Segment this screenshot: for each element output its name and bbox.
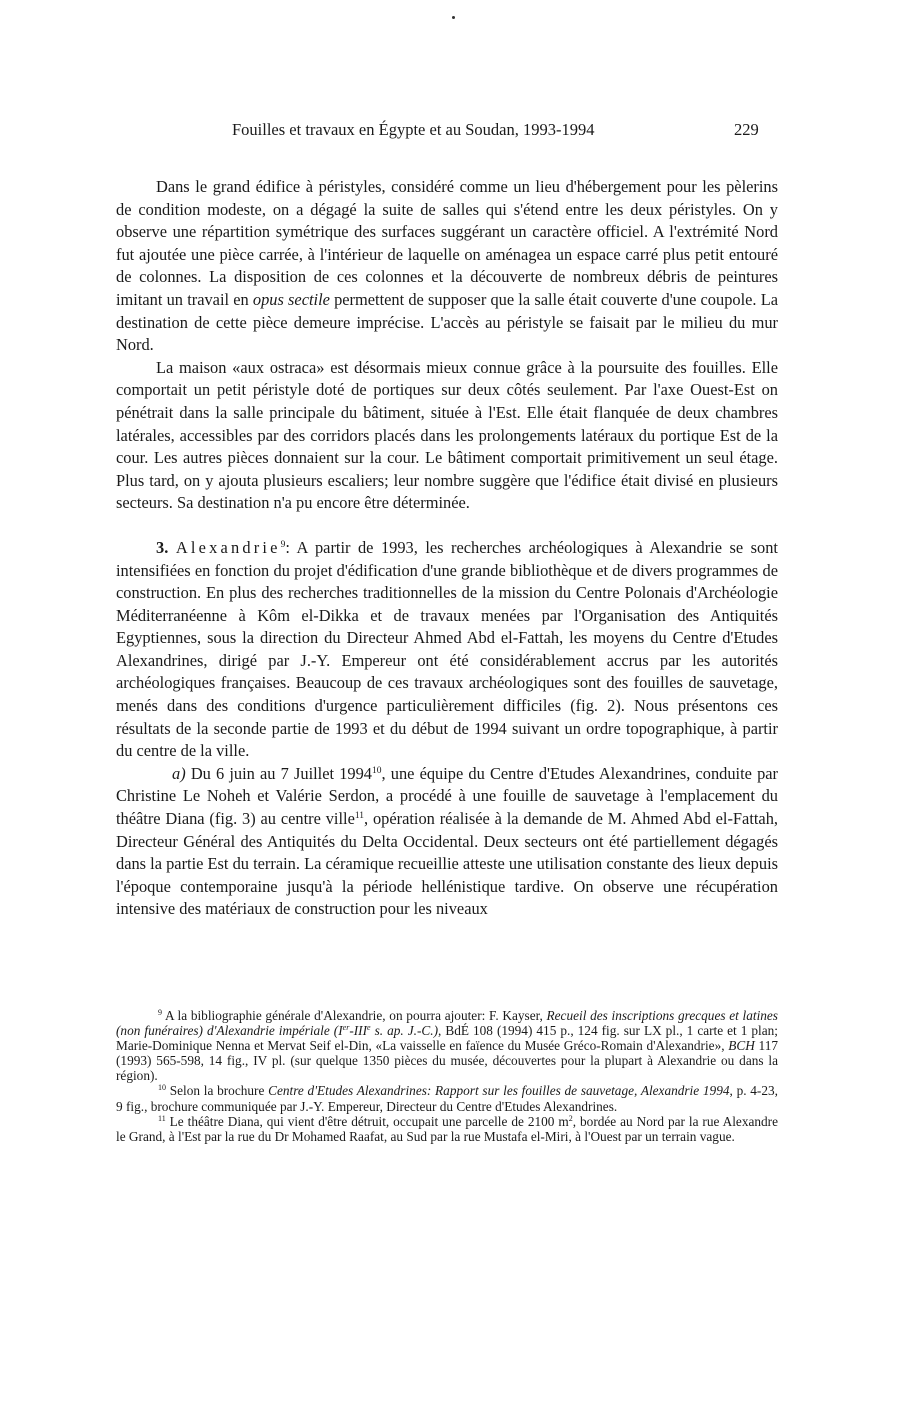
footnote-ref-9: 9 [280,539,286,550]
footnotes [116,1008,778,1144]
footnote-10: $^{10}$ Selon la brochure Centre d'Etudes Alexandrines: Rapport sur les fouilles de sauvetage, Alexandrie 1994, p. 4-23, 9 fig., brochure communiquée par J.-Y. Empereur, Directeur du Centre d'Etudes Alexandrines. [116,1083,778,1114]
footnote-11: $^{11}$ Le théâtre Diana, qui vient d'être détruit, occupait une parcelle de 2100 $m^2$, bordée au Nord par la rue Alexandre le Grand, à l'Est par la rue du Dr Mohamed Raafat, au Sud par la rue Mustafa el-Miri, à l'Ouest par un terrain vague. [116,1113,778,1144]
page-number: 229 [734,120,759,139]
footnote-9: $^9$ A la bibliographie générale d'Alexandrie, on pourra ajouter: F. Kayser, Recueil des inscriptions grecques et latines (non funéraires) d'Alexandrie impériale (Ier-IIIe s. ap. J.-C.), BdÉ 108 (1994) 415 p., 124 fig. sur LX pl., 1 carte et 1 plan; Marie-Dominique Nenna et Mervat Seif el-Din, «La vaisselle en faïence du Musée Gréco-Romain d'Alexandrie», BCH 117 (1993) 565-598, 14 fig., IV pl. (sur quelque 1350 pièces du musée, découvertes pour la plupart à Alexandrie ou dans la région). [116,1008,779,1084]
section-heading: Alexandrie [175,537,281,557]
main-text [116,176,778,921]
footnote-ref-11: 11 [354,811,365,822]
running-title: Fouilles et travaux en Égypte et au Soudan, 1993-1994 [232,120,595,139]
paragraph-ostraca-house: La maison «aux ostraca» est désormais mieux connue grâce à la poursuite des fouilles. Elle comportait un petit péristyle doté de portiques sur deux côtés seulement. Par l'axe Ouest-Est on pénétrait dans la salle principale du bâtiment, située à l'Est. Elle était flanquée de deux chambres latérales, accessibles par des corridors placés dans les prolongements latéraux du portique Est de la cour. Les autres pièces donnaient sur la cour. Le bâtiment comportait primitivement un seul étage. Plus tard, on y ajouta plusieurs escaliers; leur nombre suggère que l'édifice était divisé en plusieurs secteurs. Sa destination n'a pu encore être déterminée. [116,357,778,513]
item-label: a) [172,763,186,783]
section-number: 3. [156,537,169,557]
running-header [0,120,906,144]
print-speck [452,16,455,19]
paragraph-peristyle-building: Dans le grand édifice à péristyles, considéré comme un lieu d'hébergement pour les pèlerins de condition modeste, on a dégagé la suite de salles qui s'étend entre les deux péristyles. On y observe une répartition symétrique des surfaces suggérant un caractère officiel. A l'extrémité Nord fut ajoutée une pièce carrée, à l'intérieur de laquelle on aménagea un espace carré plus petit entouré de colonnes. La disposition de ces colonnes et la découverte de nombreux débris de peintures imitant un travail en opus sectile permettent de supposer que la salle était couverte d'une coupole. La destination de cette pièce demeure imprécise. L'accès au péristyle se faisait par le milieu du mur Nord. [116,177,778,355]
footnote-ref-10: 10 [372,765,382,776]
section-alexandrie: 3. Alexandrie$^9$: A partir de 1993, les recherches archéologiques à Alexandrie se sont intensifiées en fonction du projet d'édification d'une grande bibliothèque et de divers programmes de construction. En plus des recherches traditionnelles de la mission du Centre Polonais d'Archéologie Méditerranéenne à Kôm el-Dikka et de travaux menées par l'Organisation des Antiquités Egyptiennes, sous la direction du Directeur Ahmed Abd el-Fattah, les moyens du Centre d'Etudes Alexandrines, dirigé par J.-Y. Empereur ont été considérablement accrus par les autorités archéologiques françaises. Beaucoup de ces travaux archéologiques sont des fouilles de sauvetage, menés dans des conditions d'urgence particulièrement difficiles (fig. 2). Nous présentons ces résultats de la seconde partie de 1993 et du début de 1994 suivant un ordre topographique, à partir du centre de la ville. [116,537,778,761]
paragraph-theatre-diana: a) Du 6 juin au 7 Juillet 1994$^{10}$, une équipe du Centre d'Etudes Alexandrines, conduite par Christine Le Noheh et Valérie Serdon, a procédé à une fouille de sauvetage à l'emplacement du théâtre Diana (fig. 3) au centre ville$^{11}$, opération réalisée à la demande de M. Ahmed Abd el-Fattah, Directeur Général des Antiquités du Delta Occidental. Deux secteurs ont été partiellement dégagés dans la partie Est du terrain. La céramique recueillie atteste une utilisation constante des lieux depuis l'époque contemporaine jusqu'à la période hellénistique tardive. On observe une récupération intensive des matériaux de construction pour les niveaux [116,763,778,919]
